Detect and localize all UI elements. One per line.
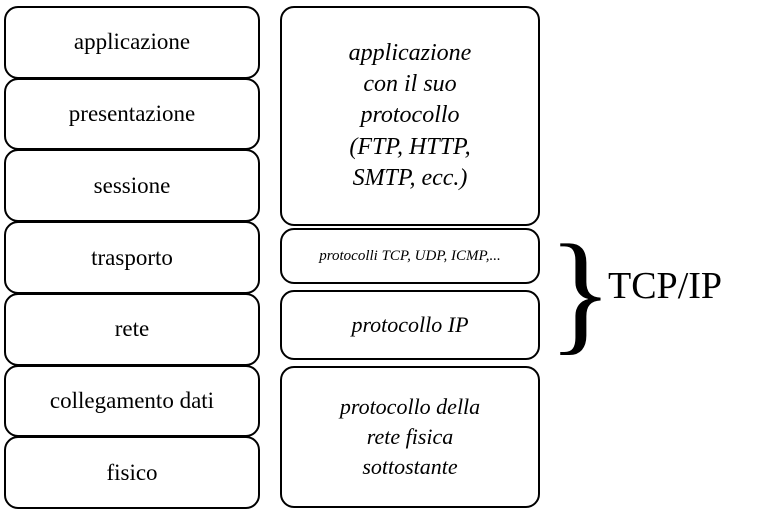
osi-layer-collegamento-dati [4, 365, 260, 438]
osi-layer-column [4, 6, 260, 508]
protocol-text-line: protocolli TCP, UDP, ICMP,... [319, 247, 501, 264]
curly-brace-icon: } [548, 218, 613, 367]
osi-layer-fisico [4, 436, 260, 509]
protocol-text-line: sottostante [362, 453, 458, 479]
osi-layer-applicazione [4, 6, 260, 79]
protocol-column [280, 6, 540, 508]
osi-layer-label: sessione [93, 172, 171, 198]
protocol-text-line: (FTP, HTTP, [349, 133, 471, 160]
protocol-text-line: applicazione [348, 40, 472, 67]
protocol-box-network [280, 290, 540, 360]
osi-layer-presentazione [4, 78, 260, 151]
protocol-box-transport [280, 228, 540, 284]
protocol-text-line: protocollo IP [351, 312, 469, 337]
protocol-text-line: con il suo [363, 71, 457, 98]
osi-layer-sessione [4, 149, 260, 222]
osi-layer-label: trasporto [91, 244, 173, 270]
protocol-text-line: protocollo della [339, 394, 481, 420]
protocol-text-line: protocollo [360, 102, 460, 129]
osi-layer-label: presentazione [68, 101, 196, 127]
osi-layer-label: rete [114, 316, 150, 342]
protocol-box-application [280, 6, 540, 226]
osi-layer-label: applicazione [73, 29, 191, 55]
osi-layer-label: collegamento dati [49, 387, 215, 413]
protocol-box-physical [280, 366, 540, 508]
protocol-text-line: rete fisica [366, 424, 454, 450]
osi-layer-trasporto [4, 221, 260, 294]
protocol-text-line: SMTP, ecc.) [352, 164, 468, 191]
osi-layer-rete [4, 293, 260, 366]
tcpip-stack-label: TCP/IP [608, 265, 723, 307]
osi-layer-label: fisico [106, 459, 158, 485]
